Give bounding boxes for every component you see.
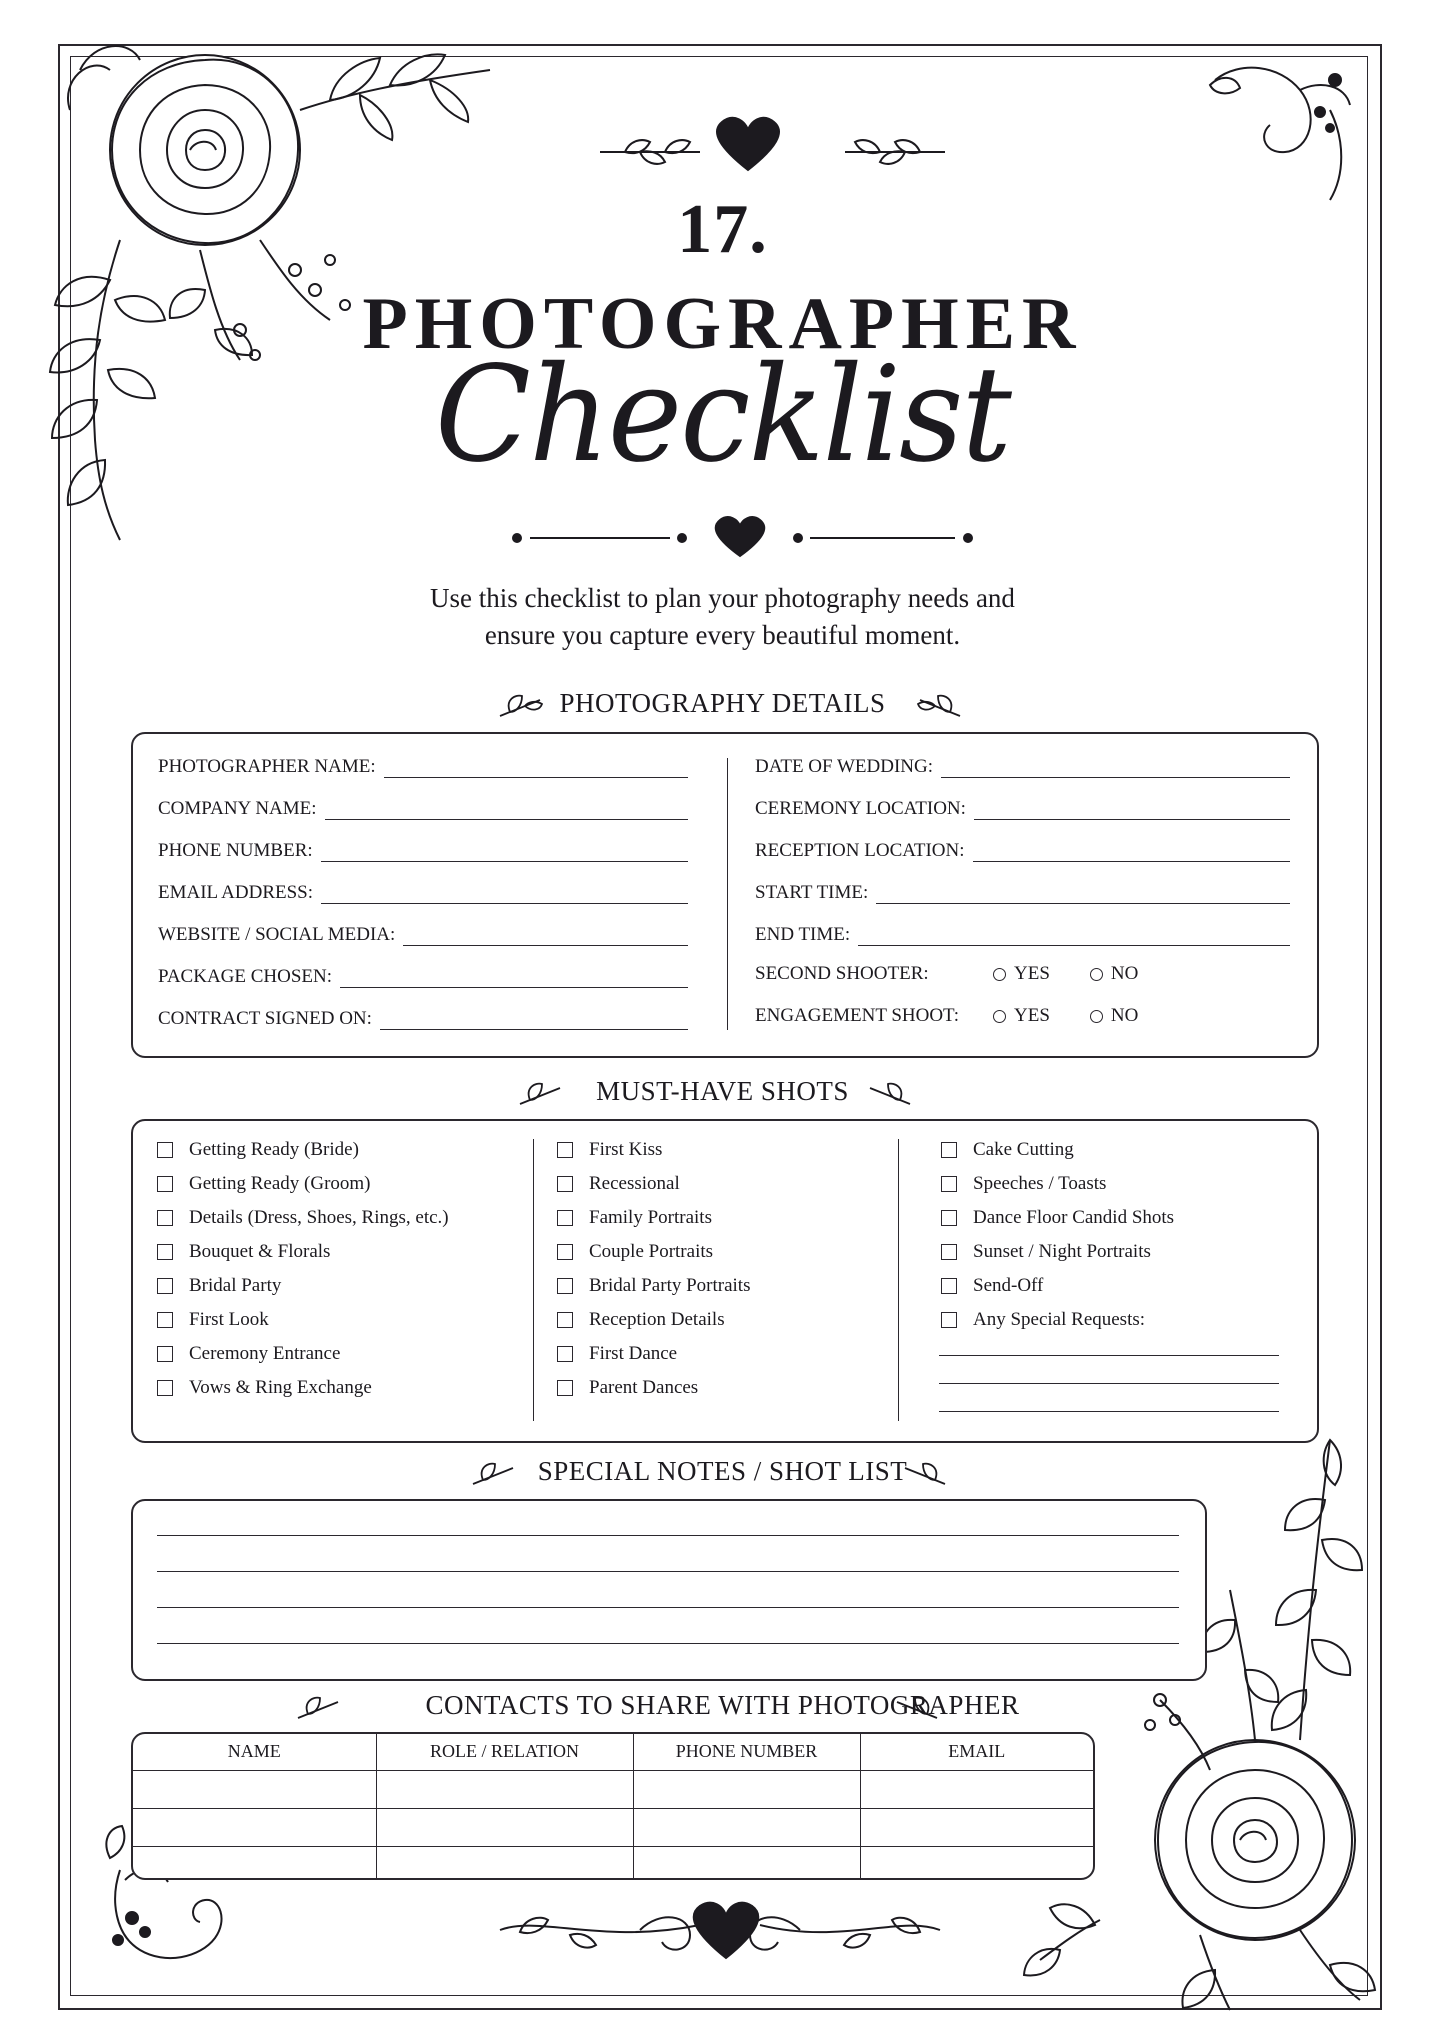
section-heading-photography-details: PHOTOGRAPHY DETAILS — [559, 688, 886, 718]
detail-field — [755, 792, 1290, 820]
checkbox-icon[interactable] — [157, 1312, 173, 1328]
column-header-role: ROLE / RELATION — [376, 1734, 633, 1770]
field-input-line[interactable] — [973, 843, 1290, 862]
checklist-item[interactable] — [557, 1303, 887, 1337]
checkbox-icon[interactable] — [557, 1278, 573, 1294]
checkbox-icon[interactable] — [941, 1312, 957, 1328]
table-row — [133, 1808, 1093, 1846]
checkbox-icon[interactable] — [941, 1142, 957, 1158]
detail-field — [755, 876, 1290, 904]
radio-label: YES — [1014, 963, 1050, 984]
page-script-title: Checklist — [434, 338, 1010, 492]
special-notes-box — [131, 1499, 1207, 1681]
checklist-item-label: Cake Cutting — [973, 1139, 1074, 1160]
field-label: SECOND SHOOTER: — [755, 963, 929, 984]
column-header-email: EMAIL — [860, 1734, 1093, 1770]
detail-field — [158, 876, 688, 904]
checklist-item-label: Parent Dances — [589, 1377, 699, 1398]
heart-icon — [716, 517, 765, 556]
radio-icon — [1090, 1010, 1103, 1023]
radio-label: NO — [1110, 963, 1139, 984]
notes-line[interactable] — [157, 1535, 1179, 1536]
special-request-line[interactable] — [939, 1411, 1279, 1412]
radio-label: NO — [1110, 1005, 1139, 1026]
field-label: ENGAGEMENT SHOOT: — [755, 1005, 959, 1026]
checklist-item-label: Couple Portraits — [589, 1241, 714, 1262]
column-divider — [727, 758, 728, 1030]
field-label: EMAIL ADDRESS: — [158, 882, 314, 903]
right-fields — [755, 750, 1290, 1030]
column-divider — [898, 1139, 899, 1421]
section-heading-special-notes: SPECIAL NOTES / SHOT LIST — [537, 1456, 908, 1486]
field-input-line[interactable] — [325, 801, 688, 820]
shots-column-3 — [941, 1133, 1291, 1337]
detail-field — [158, 1002, 688, 1030]
field-label: PHOTOGRAPHER NAME: — [158, 756, 376, 777]
special-request-line[interactable] — [939, 1383, 1279, 1384]
column-header-name: NAME — [133, 1734, 376, 1770]
field-label: DATE OF WEDDING: — [755, 756, 934, 777]
checklist-item[interactable] — [157, 1133, 527, 1167]
notes-line[interactable] — [157, 1643, 1179, 1644]
table-cell[interactable] — [376, 1846, 633, 1878]
checkbox-icon[interactable] — [157, 1176, 173, 1192]
checklist-item[interactable] — [157, 1167, 527, 1201]
section-heading-must-have-shots: MUST-HAVE SHOTS — [596, 1076, 849, 1106]
intro-text — [0, 580, 1445, 654]
checklist-item[interactable] — [557, 1235, 887, 1269]
checklist-item[interactable] — [941, 1133, 1291, 1167]
checkbox-icon[interactable] — [157, 1380, 173, 1396]
checklist-item-label: Bouquet & Florals — [189, 1241, 331, 1262]
detail-field — [158, 750, 688, 778]
checklist-item[interactable] — [557, 1337, 887, 1371]
shots-column-1 — [157, 1133, 527, 1405]
checkbox-icon[interactable] — [557, 1346, 573, 1362]
column-header-phone: PHONE NUMBER — [633, 1734, 860, 1770]
heart-icon — [694, 1903, 758, 1958]
checklist-item-label: Reception Details — [589, 1309, 725, 1330]
page-number: 17. — [677, 191, 768, 268]
table-cell[interactable] — [376, 1808, 633, 1846]
detail-field — [755, 750, 1290, 778]
checkbox-icon[interactable] — [941, 1210, 957, 1226]
contacts-table-box — [131, 1732, 1095, 1880]
field-label: CONTRACT SIGNED ON: — [158, 1008, 372, 1029]
field-label: WEBSITE / SOCIAL MEDIA: — [158, 924, 396, 945]
detail-field — [755, 834, 1290, 862]
checklist-item-label: Sunset / Night Portraits — [973, 1241, 1151, 1262]
intro-line-2: ensure you capture every beautiful moment. — [484, 620, 961, 650]
heart-ornament-top — [600, 118, 945, 170]
checkbox-icon[interactable] — [557, 1142, 573, 1158]
page-title: PHOTOGRAPHER — [362, 283, 1083, 365]
checklist-item-label: Ceremony Entrance — [189, 1343, 341, 1364]
field-input-line[interactable] — [321, 885, 688, 904]
checklist-item-label: First Dance — [589, 1343, 678, 1364]
table-cell[interactable] — [633, 1846, 860, 1878]
checklist-item[interactable] — [157, 1235, 527, 1269]
field-label: END TIME: — [755, 924, 851, 945]
field-label: COMPANY NAME: — [158, 798, 317, 819]
checkbox-icon[interactable] — [157, 1142, 173, 1158]
checklist-item-label: Bridal Party Portraits — [589, 1275, 751, 1296]
checklist-item-label: Getting Ready (Groom) — [189, 1173, 371, 1194]
field-label: RECEPTION LOCATION: — [755, 840, 965, 861]
checklist-item-label: Family Portraits — [589, 1207, 712, 1228]
must-have-shots-box — [131, 1119, 1319, 1443]
field-input-line[interactable] — [340, 969, 688, 988]
checklist-item-label: Vows & Ring Exchange — [189, 1377, 372, 1398]
checklist-item[interactable] — [941, 1235, 1291, 1269]
table-cell[interactable] — [133, 1808, 376, 1846]
checklist-item-label: Any Special Requests: — [973, 1309, 1146, 1330]
detail-field — [755, 918, 1290, 946]
table-cell[interactable] — [133, 1846, 376, 1878]
checklist-item[interactable] — [157, 1337, 527, 1371]
table-cell[interactable] — [860, 1770, 1093, 1808]
field-input-line[interactable] — [876, 885, 1290, 904]
radio-icon — [1090, 968, 1103, 981]
column-divider — [533, 1139, 534, 1421]
field-input-line[interactable] — [941, 759, 1290, 778]
field-input-line[interactable] — [384, 759, 688, 778]
checklist-item-label: Getting Ready (Bride) — [189, 1139, 359, 1160]
radio-option-no[interactable] — [1090, 1005, 1138, 1027]
checklist-item-label: Recessional — [589, 1173, 680, 1194]
checkbox-icon[interactable] — [941, 1176, 957, 1192]
table-cell[interactable] — [860, 1808, 1093, 1846]
detail-field — [158, 792, 688, 820]
detail-field — [158, 960, 688, 988]
radio-option-yes[interactable] — [993, 963, 1050, 985]
detail-field — [158, 918, 688, 946]
table-header-row — [133, 1734, 1093, 1770]
table-cell[interactable] — [860, 1846, 1093, 1878]
radio-option-no[interactable] — [1090, 963, 1138, 985]
rose-icon — [1155, 1740, 1355, 1940]
field-input-line[interactable] — [321, 843, 688, 862]
table-row — [133, 1846, 1093, 1878]
checkbox-icon[interactable] — [557, 1312, 573, 1328]
checklist-item-label: First Kiss — [589, 1139, 663, 1160]
checklist-item[interactable] — [557, 1167, 887, 1201]
checkbox-icon[interactable] — [157, 1346, 173, 1362]
checklist-item[interactable] — [157, 1303, 527, 1337]
checklist-item-label: Send-Off — [973, 1275, 1044, 1296]
checklist-item[interactable] — [157, 1371, 527, 1405]
checklist-item-label: Details (Dress, Shoes, Rings, etc.) — [189, 1207, 449, 1228]
checklist-item[interactable] — [557, 1269, 887, 1303]
title-divider — [513, 517, 972, 556]
checklist-item-label: Speeches / Toasts — [973, 1173, 1107, 1194]
flourish-icon — [1210, 68, 1350, 200]
checkbox-icon[interactable] — [941, 1278, 957, 1294]
checkbox-icon[interactable] — [557, 1210, 573, 1226]
radio-icon — [993, 1010, 1006, 1023]
checklist-item[interactable] — [941, 1167, 1291, 1201]
field-label: PACKAGE CHOSEN: — [158, 966, 333, 987]
field-input-line[interactable] — [858, 927, 1290, 946]
yes-no-field — [755, 1002, 1290, 1030]
yes-no-field — [755, 960, 1290, 988]
contacts-table — [133, 1734, 1093, 1878]
left-fields — [158, 750, 688, 1030]
notes-line[interactable] — [157, 1607, 1179, 1608]
intro-line-1: Use this checklist to plan your photography needs and — [430, 583, 1015, 613]
radio-icon — [993, 968, 1006, 981]
heart-ornament-bottom — [500, 1903, 940, 1958]
radio-label: YES — [1014, 1005, 1050, 1026]
field-input-line[interactable] — [380, 1011, 688, 1030]
checklist-item[interactable] — [157, 1201, 527, 1235]
checklist-item[interactable] — [941, 1269, 1291, 1303]
table-cell[interactable] — [633, 1808, 860, 1846]
field-label: CEREMONY LOCATION: — [755, 798, 966, 819]
special-request-line[interactable] — [939, 1355, 1279, 1356]
table-row — [133, 1770, 1093, 1808]
table-cell[interactable] — [376, 1770, 633, 1808]
table-cell[interactable] — [633, 1770, 860, 1808]
checklist-item[interactable] — [941, 1303, 1291, 1337]
checklist-item[interactable] — [557, 1201, 887, 1235]
field-input-line[interactable] — [403, 927, 688, 946]
checkbox-icon[interactable] — [557, 1176, 573, 1192]
checkbox-icon[interactable] — [157, 1244, 173, 1260]
checkbox-icon[interactable] — [157, 1210, 173, 1226]
checklist-item-label: First Look — [189, 1309, 269, 1330]
radio-option-yes[interactable] — [993, 1005, 1050, 1027]
table-cell[interactable] — [133, 1770, 376, 1808]
checkbox-icon[interactable] — [941, 1244, 957, 1260]
field-label: START TIME: — [755, 882, 869, 903]
shots-column-2 — [557, 1133, 887, 1405]
field-label: PHONE NUMBER: — [158, 840, 313, 861]
section-heading-contacts: CONTACTS TO SHARE WITH PHOTOGRAPHER — [425, 1690, 1020, 1720]
notes-line[interactable] — [157, 1571, 1179, 1572]
checkbox-icon[interactable] — [157, 1278, 173, 1294]
checklist-item[interactable] — [157, 1269, 527, 1303]
checklist-item[interactable] — [557, 1133, 887, 1167]
detail-field — [158, 834, 688, 862]
checkbox-icon[interactable] — [557, 1380, 573, 1396]
checklist-item[interactable] — [941, 1201, 1291, 1235]
heart-icon — [717, 118, 779, 170]
checklist-item[interactable] — [557, 1371, 887, 1405]
field-input-line[interactable] — [974, 801, 1290, 820]
checklist-item-label: Dance Floor Candid Shots — [973, 1207, 1175, 1228]
photography-details-box — [131, 732, 1319, 1058]
checklist-item-label: Bridal Party — [189, 1275, 282, 1296]
checkbox-icon[interactable] — [557, 1244, 573, 1260]
